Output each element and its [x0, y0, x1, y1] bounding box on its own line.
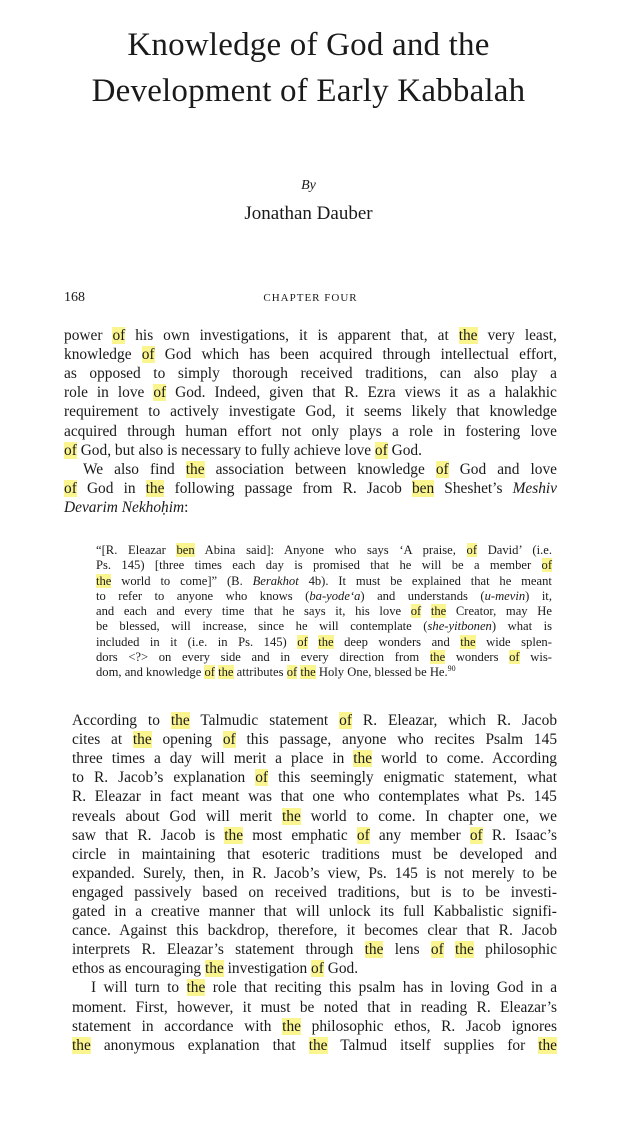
text-line: of God, but also is necessary to fully achieve love of God. — [64, 441, 422, 459]
text-line: According to the Talmudic statement of R. Eleazar, which R. Jacob — [72, 712, 558, 729]
quote-line: and each and every time that he says it, his love of the Creator, may He — [96, 604, 552, 618]
quote-line: Ps. 145) [three times each day is promised that he will be a member of — [96, 558, 553, 573]
text-line: knowledge of God which has been acquired through intellectual effort, — [64, 346, 557, 364]
running-head: CHAPTER FOUR — [263, 292, 358, 304]
quote-line: be blessed, will increase, since he will contemplate (she-yitbonen) what is — [96, 619, 553, 634]
quote-line: dors <?> on every side and in every direction from the wonders of wis- — [96, 649, 552, 664]
footnote-ref[interactable]: 90 — [447, 663, 456, 673]
text-line: cance. Against this backdrop, therefore, it becomes clear that R. Jacob — [72, 922, 558, 940]
text-line: three times a day will merit a place in the world to come. According — [72, 750, 557, 768]
quote-line: “[R. Eleazar ben Abina said]: Anyone who says ‘A praise, of David’ (i.e. — [96, 543, 553, 557]
text-line: reveals about God will merit the world to come. In chapter one, we — [72, 807, 557, 825]
title-line: Knowledge of God and the — [127, 27, 490, 63]
text-line: requirement to actively investigate God, it seems likely that knowledge — [64, 403, 558, 421]
text-line: cites at the opening of this passage, anyone who recites Psalm 145 — [72, 731, 558, 749]
text-line: I will turn to the role that reciting this psalm has in loving God in a — [91, 979, 558, 997]
text-line: moment. First, however, it must be noted that in reading R. Eleazar’s — [72, 998, 557, 1016]
text-line: engaged passively based on received traditions, but is to be investi- — [72, 883, 557, 901]
text-line: the anonymous explanation that the Talmud itself supplies for the — [72, 1036, 558, 1054]
text-line: expanded. Surely, then, in R. Jacob’s view, Ps. 145 is not merely to be — [72, 864, 557, 882]
text-line: interprets R. Eleazar’s statement through the lens of the philosophic — [72, 941, 557, 959]
text-line: to R. Jacob’s explanation of this seemingly enigmatic statement, what — [72, 769, 558, 787]
title-line: Development of Early Kabbalah — [91, 73, 526, 109]
text-line: gated in a creative manner that will unlock its full Kabbalistic signifi- — [72, 903, 557, 920]
text-line: role in love of God. Indeed, given that R. Ezra views it as a halakhic — [64, 384, 557, 402]
quote-line: included in it (i.e. in Ps. 145) of the deep wonders and the wide splen- — [96, 634, 552, 649]
text-line: of God in the following passage from R. Jacob ben Sheshet’s Meshiv — [64, 479, 558, 497]
text-line: acquired through human effort not only plays a role in fostering love — [64, 422, 557, 440]
text-line: power of his own investigations, it is apparent that, at the very least, — [64, 327, 557, 344]
text-line: Devarim Nekhoḥim: — [64, 498, 189, 516]
quote-line: to refer to anyone who knows (ba-yode‘a) and understands (u-mevin) it, — [96, 588, 552, 603]
author-name: Jonathan Dauber — [244, 203, 373, 224]
by-label: By — [301, 178, 316, 193]
text-line: R. Eleazar in fact meant was that one who contemplates what Ps. 145 — [72, 788, 557, 806]
text-line: circle in maintaining that esoteric traditions must be developed and — [72, 845, 557, 863]
page-number: 168 — [64, 290, 85, 305]
text-line: saw that R. Jacob is the most emphatic of any member of R. Isaac’s — [72, 826, 557, 844]
text-line: as opposed to simply thorough received traditions, can also play a — [64, 365, 558, 383]
quote-line: the world to come]” (B. Berakhot 4b). It must be explained that he meant — [96, 573, 552, 588]
quote-line: dom, and knowledge of the attributes of the Holy One, blessed be He.$^{90}$ — [96, 663, 456, 679]
text-line: ethos as encouraging the investigation of God. — [72, 960, 359, 978]
text-line: statement in accordance with the philosophic ethos, R. Jacob ignores — [72, 1017, 557, 1035]
text-line: We also find the association between knowledge of God and love — [83, 460, 557, 478]
